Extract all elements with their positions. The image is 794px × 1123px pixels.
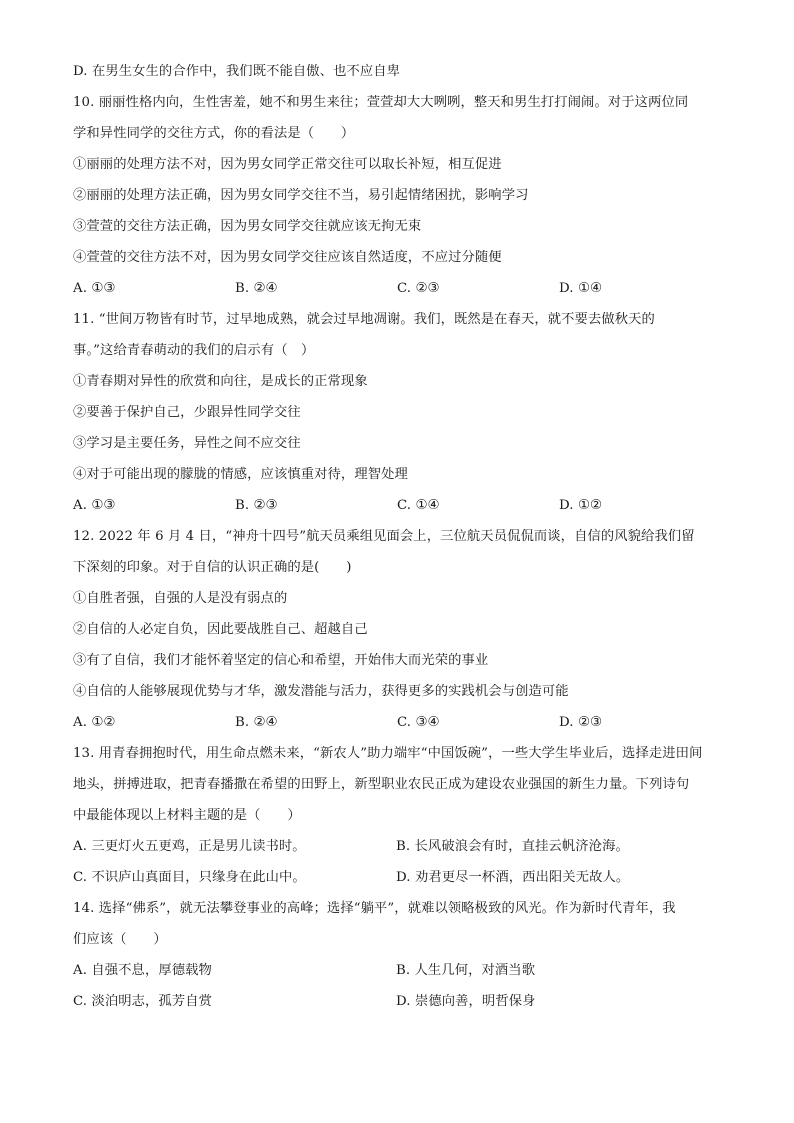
statement: ④自信的人能够展现优势与才华，激发潜能与活力，获得更多的实践机会与创造可能 xyxy=(73,684,569,699)
question-stem-line: 10. 丽丽性格内向，生性害羞，她不和男生来往；萱萱却大大咧咧，整天和男生打打闹闹。对于这两位同 xyxy=(73,95,689,110)
option-a: A. 自强不息，厚德载物 xyxy=(73,963,212,978)
question-14 xyxy=(73,901,733,1009)
option-b: B. 人生几何，对酒当歌 xyxy=(396,963,536,978)
statement: ④萱萱的交往方法不对，因为男女同学交往应该自然适度，不应过分随便 xyxy=(73,250,502,265)
statement: ①青春期对异性的欣赏和向往，是成长的正常现象 xyxy=(73,374,368,389)
question-stem-line: 们应该（ ） xyxy=(73,932,167,947)
question-stem-line: 学和异性同学的交往方式，你的看法是（ ） xyxy=(73,126,355,141)
question-stem-line: 中最能体现以上材料主题的是（ ） xyxy=(73,808,301,823)
option-b: B. 长风破浪会有时，直挂云帆济沧海。 xyxy=(396,839,629,854)
statement: ②要善于保护自己，少跟异性同学交往 xyxy=(73,405,301,420)
statement: ③萱萱的交往方法正确，因为男女同学交往就应该无拘无束 xyxy=(73,219,422,234)
answer-options-row-1 xyxy=(73,963,733,978)
option-c: C. 不识庐山真面目，只缘身在此山中。 xyxy=(73,870,306,885)
statement: ②自信的人必定自负，因此要战胜自己、超越自己 xyxy=(73,622,368,637)
statement: ①丽丽的处理方法不对，因为男女同学正常交往可以取长补短，相互促进 xyxy=(73,157,502,172)
answer-options-row-1 xyxy=(73,839,733,854)
option-a: A. ①③ xyxy=(73,498,116,513)
option-b: B. ②④ xyxy=(235,715,278,730)
question-stem-line: 下深刻的印象。对于自信的认识正确的是( ) xyxy=(73,560,352,575)
question-stem-line: 14. 选择“佛系”，就无法攀登事业的高峰；选择“躺平”，就难以领略极致的风光。作为新时代青年，我 xyxy=(73,901,676,916)
statement: ②丽丽的处理方法正确，因为男女同学交往不当，易引起情绪困扰，影响学习 xyxy=(73,188,529,203)
answer-options xyxy=(73,498,733,513)
statement: ③学习是主要任务，异性之间不应交往 xyxy=(73,436,301,451)
option-d: D. ①④ xyxy=(559,281,602,296)
answer-options-row-2 xyxy=(73,994,733,1009)
option-d: D. 劝君更尽一杯酒，西出阳关无故人。 xyxy=(396,870,630,885)
option-b: B. ②④ xyxy=(235,281,278,296)
option-c: C. ①④ xyxy=(397,498,440,513)
question-stem-line: 12. 2022 年 6 月 4 日，“神舟十四号”航天员乘组见面会上，三位航天员侃侃而谈，自信的风貌给我们留 xyxy=(73,529,695,544)
option-d: D. 崇德向善，明哲保身 xyxy=(396,994,536,1009)
option-d: D. ①② xyxy=(559,498,602,513)
question-10 xyxy=(73,95,733,296)
question-12 xyxy=(73,529,733,730)
statement: ①自胜者强，自强的人是没有弱点的 xyxy=(73,591,288,606)
q9-option-d: D. 在男生女生的合作中，我们既不能自傲、也不应自卑 xyxy=(73,64,401,79)
answer-options xyxy=(73,715,733,730)
option-a: A. ①② xyxy=(73,715,116,730)
question-stem-line: 地头，拼搏进取，把青春播撒在希望的田野上，新型职业农民正成为建设农业强国的新生力量。下列诗句 xyxy=(73,777,690,792)
question-11 xyxy=(73,312,733,513)
exam-page xyxy=(73,64,733,1025)
option-a: A. ①③ xyxy=(73,281,116,296)
option-d: D. ②③ xyxy=(559,715,602,730)
option-a: A. 三更灯火五更鸡，正是男儿读书时。 xyxy=(73,839,306,854)
option-c: C. ②③ xyxy=(397,281,440,296)
answer-options-row-2 xyxy=(73,870,733,885)
question-stem-line: 13. 用青春拥抱时代，用生命点燃未来，“新农人”助力端牢“中国饭碗”，一些大学生毕业后，选择走进田间 xyxy=(73,746,703,761)
option-c: C. 淡泊明志，孤芳自赏 xyxy=(73,994,213,1009)
question-stem-line: 11. “世间万物皆有时节，过早地成熟，就会过早地凋谢。我们，既然是在春天，就不要去做秋天的 xyxy=(73,312,655,327)
question-stem-line: 事。”这给青春萌动的我们的启示有（ ） xyxy=(73,343,315,358)
option-c: C. ③④ xyxy=(397,715,440,730)
option-b: B. ②③ xyxy=(235,498,278,513)
question-13 xyxy=(73,746,733,885)
answer-options xyxy=(73,281,733,296)
statement: ④对于可能出现的朦胧的情感，应该慎重对待，理智处理 xyxy=(73,467,408,482)
statement: ③有了自信，我们才能怀着坚定的信心和希望，开始伟大而光荣的事业 xyxy=(73,653,489,668)
